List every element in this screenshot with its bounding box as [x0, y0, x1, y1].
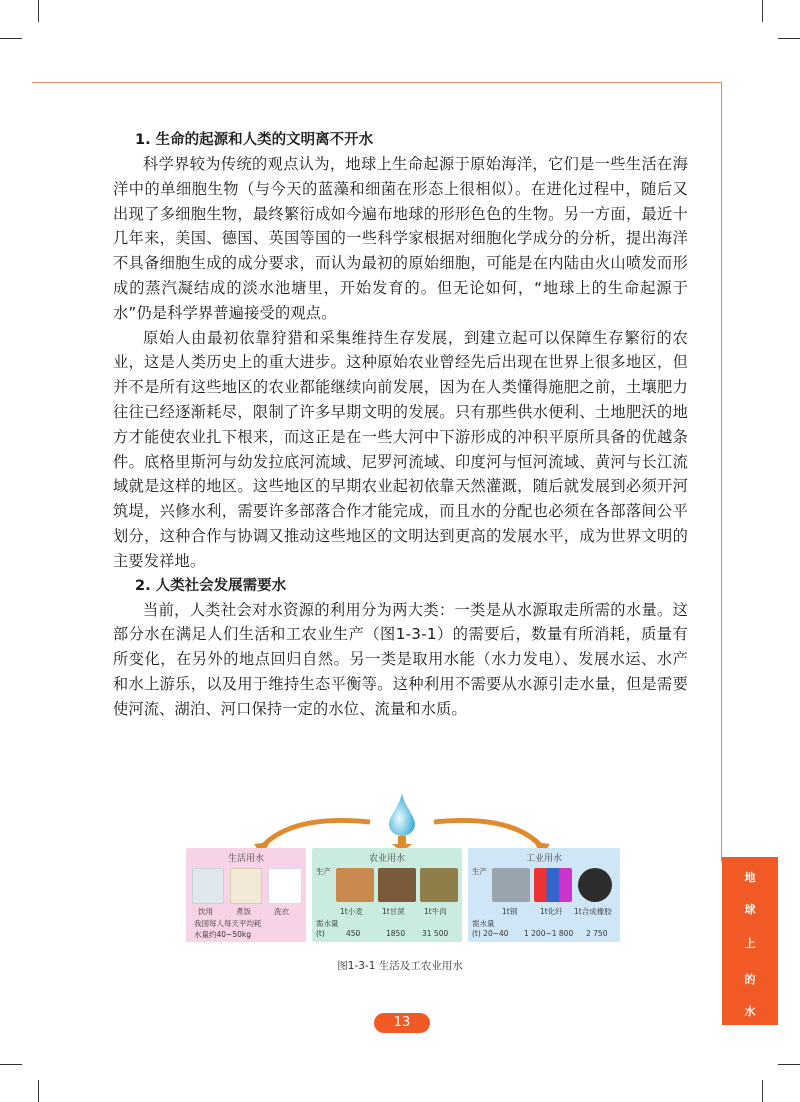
item-label: 1t小麦	[340, 907, 363, 916]
laundry-icon	[268, 868, 302, 904]
section-heading-2: 2. 人类社会发展需要水	[135, 577, 287, 594]
prefix-label: 生产	[472, 867, 487, 876]
panel-title: 工业用水	[525, 854, 562, 864]
chapter-side-tab	[722, 857, 778, 1025]
item-label: 洗衣	[274, 907, 289, 916]
crop-mark	[38, 0, 39, 22]
figure-caption: 图1-3-1 生活及工农业用水	[337, 960, 463, 972]
water-drop-icon	[389, 792, 415, 836]
domestic-note: 我国每人每天平均耗	[194, 919, 262, 928]
crop-mark	[778, 1064, 800, 1065]
need-label: 需水量	[316, 919, 339, 928]
agri-water-panel	[312, 848, 462, 942]
need-label: 需水量	[472, 919, 495, 928]
item-label: 1t甘蔗	[382, 907, 405, 916]
item-label: 1t化纤	[540, 907, 563, 916]
kettle-icon	[192, 868, 224, 904]
crop-mark	[778, 38, 800, 39]
side-tab-char: 水	[744, 1005, 756, 1018]
rice-bowl-icon	[230, 868, 262, 904]
item-label: 1t钢	[502, 907, 518, 916]
crop-mark	[0, 38, 22, 39]
item-label: 1t牛肉	[424, 907, 447, 916]
value-label: 450	[346, 929, 361, 938]
crop-mark	[0, 1064, 22, 1065]
wheat-icon	[336, 868, 374, 902]
value-label: (t) 20~40	[472, 929, 509, 938]
fiber-spools-icon	[534, 868, 572, 902]
item-label: 煮饭	[236, 907, 251, 916]
side-tab-char: 的	[744, 973, 756, 986]
domestic-water-panel	[186, 848, 306, 942]
beef-icon	[420, 868, 458, 902]
prefix-label: 生产	[316, 867, 331, 876]
side-tab-char: 球	[744, 903, 756, 916]
page-number: 13	[374, 1013, 430, 1033]
water-use-figure	[182, 792, 622, 944]
sugarcane-icon	[378, 868, 416, 902]
paragraph: 原始人由最初依靠狩猎和采集维持生存发展，到建立起可以保障生存繁衍的农业，这是人类历史上的重大进步。这种原始农业曾经先后出现在世界上很多地区，但并不是所有这些地区的农业都能继续向前发展，因为在人类懂得施肥之前，土壤肥力往往已经逐渐耗尽，限制了许多早期文明的发展。只有那些供水便利、土地肥沃的地方才能使农业扎下根来，而这正是在一些大河中下游形成的冲积平原所具备的优越条件。底格里斯河与幼发拉底河流域、尼罗河流域、印度河与恒河流域、黄河与长江流域就是这样的地区。这些地区的早期农业起初依靠天然灌溉，随后就发展到必须开河筑堤，兴修水利，需要许多部落合作才能完成，而且水的分配也必须在各部落间公平划分，这种合作与协调又推动这些地区的文明达到更高的发展水平，成为世界文明的主要发祥地。	[113, 328, 688, 570]
industry-water-panel	[468, 848, 620, 942]
item-label: 1t合成橡胶	[574, 907, 612, 916]
crop-mark	[762, 0, 763, 22]
section-heading-1: 1. 生命的起源和人类的文明离不开水	[135, 132, 374, 148]
side-tab-char: 地	[744, 871, 756, 884]
crop-mark	[762, 1080, 763, 1102]
value-label: 31 500	[422, 929, 449, 938]
value-label: 2 750	[586, 929, 608, 938]
page-frame-top	[32, 82, 722, 83]
crop-mark	[38, 1080, 39, 1102]
side-tab-char: 上	[744, 937, 756, 950]
need-unit: (t)	[316, 929, 325, 938]
page-frame-right	[721, 82, 722, 862]
value-label: 1 200~1 800	[524, 929, 574, 938]
item-label: 饮用	[198, 907, 213, 916]
domestic-note: 水量约40~50kg	[194, 930, 251, 939]
body-text	[113, 128, 688, 722]
panel-title: 农业用水	[368, 854, 405, 864]
tire-icon	[578, 868, 612, 902]
steel-coil-icon	[492, 868, 530, 902]
value-label: 1850	[386, 929, 406, 938]
panel-title: 生活用水	[227, 854, 264, 864]
paragraph: 科学界较为传统的观点认为，地球上生命起源于原始海洋，它们是一些生活在海洋中的单细胞生物（与今天的蓝藻和细菌在形态上很相似）。在进化过程中，随后又出现了多细胞生物，最终繁衍成如今遍布地球的形形色色的生物。另一方面，最近十几年来，美国、德国、英国等国的一些科学家根据对细胞化学成分的分析，提出海洋不具备细胞生成的成分要求，而认为最初的原始细胞，可能是在内陆由火山喷发而形成的蒸汽凝结成的淡水池塘里，开始发育的。但无论如何，“地球上的生命起源于水”仍是科学界普遍接受的观点。	[113, 155, 688, 322]
paragraph: 当前，人类社会对水资源的利用分为两大类：一类是从水源取走所需的水量。这部分水在满足人们生活和工农业生产（图1-3-1）的需要后，数量有所消耗，质量有所变化，在另外的地点回归自然。另一类是取用水能（水力发电）、发展水运、水产和水上游乐，以及用于维持生态平衡等。这种利用不需要从水源引走水量，但是需要使河流、湖泊、河口保持一定的水位、流量和水质。	[113, 600, 688, 718]
